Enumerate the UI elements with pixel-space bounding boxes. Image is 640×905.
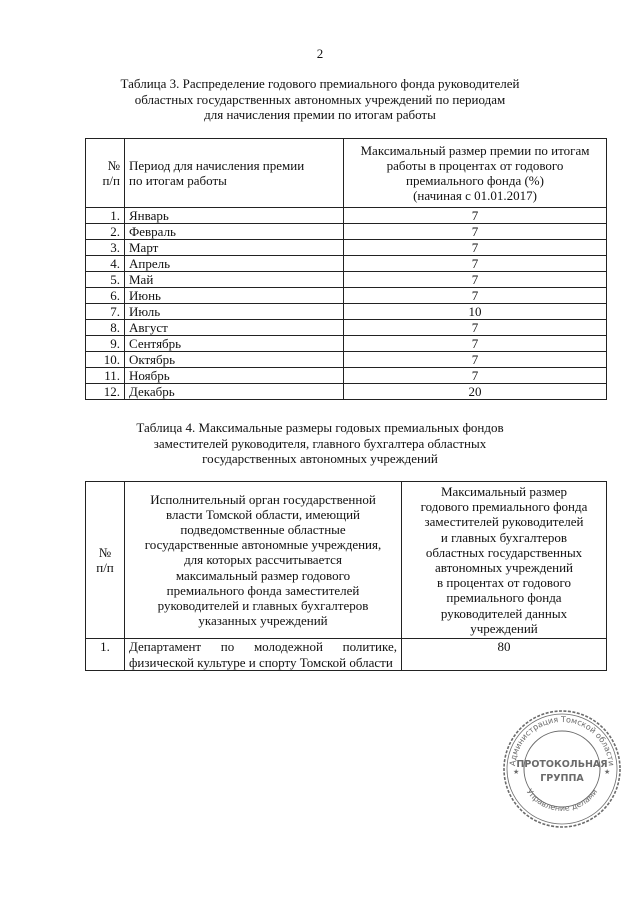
table-row — [86, 208, 607, 224]
row-period: Ноябрь — [125, 368, 344, 384]
protocol-group-stamp — [501, 708, 623, 830]
table3-caption — [0, 76, 640, 123]
row-period: Март — [125, 240, 344, 256]
stamp-ring-text: Администрация Томской области — [508, 714, 616, 767]
table4-caption — [0, 420, 640, 467]
row-period: Апрель — [125, 256, 344, 272]
table-header-row — [86, 139, 607, 208]
table-row — [86, 639, 607, 671]
table-row — [86, 368, 607, 384]
row-number: 2. — [86, 224, 125, 240]
table-row — [86, 240, 607, 256]
table-row — [86, 224, 607, 240]
row-value: 7 — [344, 224, 607, 240]
stamp-bottom-text: Управление делами — [524, 787, 600, 813]
table-row — [86, 320, 607, 336]
caption-line: для начисления премии по итогам работы — [204, 107, 436, 122]
row-period: Июнь — [125, 288, 344, 304]
row-period: Октябрь — [125, 352, 344, 368]
header-executive-organ: Исполнительный орган государственной власти Томской области, имеющий подведомственные областные государственные автономные учреждения, для которых рассчитывается максимальный размер годового премиального фонда заместителей руководителей и главных бухгалтеров указанных учреждений — [125, 482, 402, 639]
header-number: № п/п — [86, 139, 125, 208]
row-period: Сентябрь — [125, 336, 344, 352]
table-header-row — [86, 482, 607, 639]
row-number: 7. — [86, 304, 125, 320]
row-value: 7 — [344, 208, 607, 224]
stamp-star-icon: ★ — [604, 768, 611, 776]
row-value: 7 — [344, 288, 607, 304]
caption-line: Таблица 4. Максимальные размеры годовых премиальных фондов — [136, 420, 504, 435]
stamp-center-line: ГРУППА — [540, 773, 584, 784]
row-period: Январь — [125, 208, 344, 224]
row-number: 1. — [86, 208, 125, 224]
row-period: Май — [125, 272, 344, 288]
row-value: 80 — [402, 639, 607, 671]
header-max-premium: Максимальный размер премии по итогам работы в процентах от годового премиального фонда (%) (начиная с 01.01.2017) — [344, 139, 607, 208]
row-number: 12. — [86, 384, 125, 400]
row-value: 10 — [344, 304, 607, 320]
row-number: 6. — [86, 288, 125, 304]
row-number: 5. — [86, 272, 125, 288]
table-row — [86, 272, 607, 288]
row-value: 7 — [344, 320, 607, 336]
caption-line: Таблица 3. Распределение годового премиального фонда руководителей — [120, 76, 520, 91]
deputy-premium-fund-table — [85, 481, 607, 671]
header-number: № п/п — [86, 482, 125, 639]
row-period: Февраль — [125, 224, 344, 240]
table-row — [86, 288, 607, 304]
header-period: Период для начисления премии по итогам работы — [125, 139, 344, 208]
table-row — [86, 352, 607, 368]
caption-line: государственных автономных учреждений — [202, 451, 438, 466]
row-value: 7 — [344, 256, 607, 272]
row-period: Июль — [125, 304, 344, 320]
row-value: 7 — [344, 272, 607, 288]
table-row — [86, 384, 607, 400]
row-number: 4. — [86, 256, 125, 272]
row-value: 7 — [344, 368, 607, 384]
caption-line: областных государственных автономных учреждений по периодам — [134, 91, 506, 107]
row-number: 1. — [86, 639, 125, 671]
row-value: 7 — [344, 336, 607, 352]
row-organ: Департамент по молодежной политике, физической культуре и спорту Томской области — [125, 639, 402, 671]
row-number: 10. — [86, 352, 125, 368]
stamp-center-line: ПРОТОКОЛЬНАЯ — [516, 759, 608, 770]
row-period: Август — [125, 320, 344, 336]
row-value: 7 — [344, 240, 607, 256]
row-number: 3. — [86, 240, 125, 256]
header-max-fund-size: Максимальный размер годового премиального фонда заместителей руководителей и главных бухгалтеров областных государственных автономных учреждений в процентах от годового премиального фонда руководителей данных учреждений — [402, 482, 607, 639]
row-value: 20 — [344, 384, 607, 400]
stamp-star-icon: ★ — [513, 768, 520, 776]
row-value: 7 — [344, 352, 607, 368]
premium-distribution-table — [85, 138, 607, 400]
row-number: 9. — [86, 336, 125, 352]
caption-line: заместителей руководителя, главного бухгалтера областных — [153, 435, 487, 451]
row-number: 8. — [86, 320, 125, 336]
row-period: Декабрь — [125, 384, 344, 400]
table-row — [86, 304, 607, 320]
table-row — [86, 336, 607, 352]
page-number: 2 — [316, 46, 324, 61]
table-row — [86, 256, 607, 272]
row-number: 11. — [86, 368, 125, 384]
